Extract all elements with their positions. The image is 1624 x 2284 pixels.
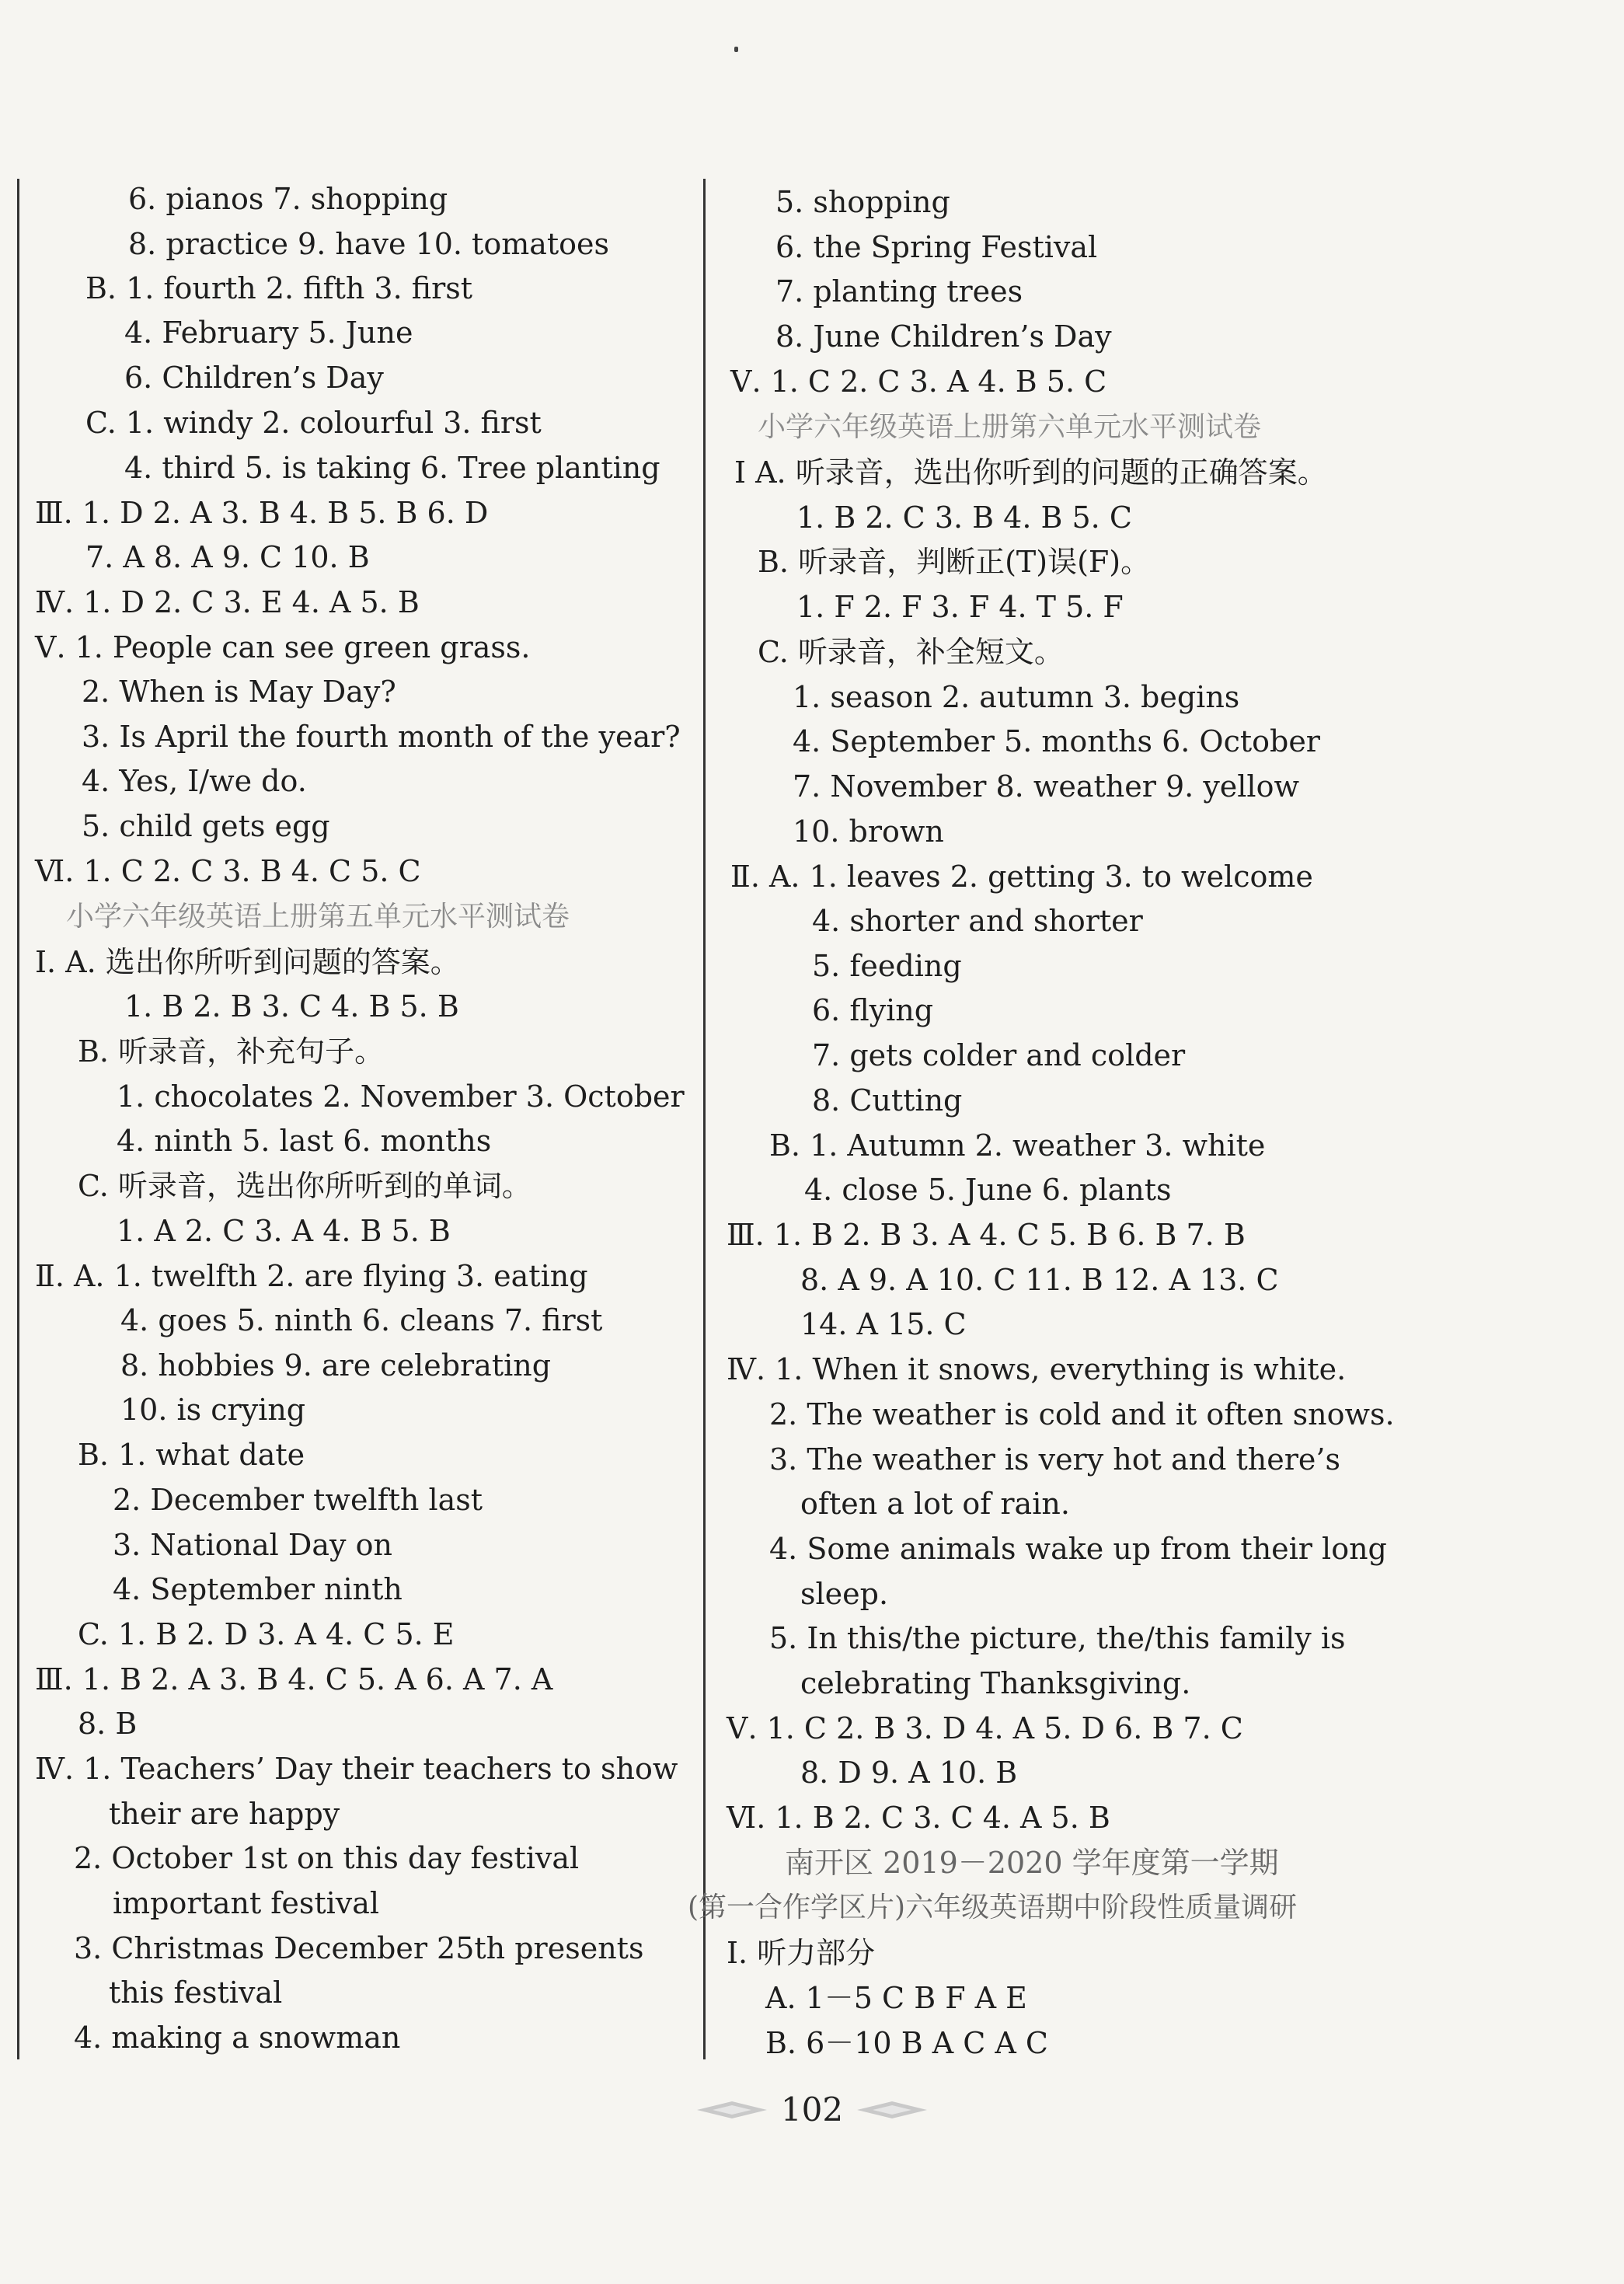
answer-line: B. 听录音，补充句子。 [78, 1034, 385, 1069]
answer-line: 4. goes 5. ninth 6. cleans 7. first [120, 1303, 603, 1337]
column-divider [703, 179, 706, 2059]
answer-line: Ⅵ. 1. C 2. C 3. B 4. C 5. C [35, 854, 421, 888]
answer-line: Ⅰ A. 听录音，选出你听到的问题的正确答案。 [734, 455, 1327, 490]
answer-line: B. 听录音，判断正(T)误(F)。 [758, 545, 1151, 579]
answer-line: 1. F 2. F 3. F 4. T 5. F [796, 590, 1124, 624]
answer-line: 4. February 5. June [124, 316, 413, 350]
answer-line: B. 1. Autumn 2. weather 3. white [769, 1128, 1266, 1163]
answer-line: 2. December twelfth last [113, 1483, 483, 1517]
answer-line: 3. National Day on [113, 1528, 392, 1562]
answer-line: 2. October 1st on this day festival [74, 1841, 580, 1875]
answer-line: 1. B 2. C 3. B 4. B 5. C [796, 500, 1132, 535]
answer-line: 5. child gets egg [82, 809, 330, 843]
answer-line: 7. A 8. A 9. C 10. B [85, 540, 370, 574]
answer-line: Ⅳ. 1. Teachers’ Day their teachers to show [35, 1752, 678, 1786]
ink-speck [734, 47, 738, 52]
answer-line: Ⅳ. 1. D 2. C 3. E 4. A 5. B [35, 585, 420, 619]
answer-line: 6. pianos 7. shopping [128, 182, 448, 216]
answer-line: sleep. [800, 1577, 889, 1611]
answer-line: 4. third 5. is taking 6. Tree planting [124, 451, 660, 485]
exam-subtitle: (第一合作学区片)六年级英语期中阶段性质量调研 [688, 1892, 1298, 1923]
answer-line: Ⅱ. A. 1. twelfth 2. are flying 3. eating [35, 1259, 588, 1293]
answer-line: 5. feeding [812, 949, 962, 983]
answer-line: 8. June Children’s Day [775, 319, 1112, 354]
answer-line: 4. September 5. months 6. October [793, 724, 1320, 758]
answer-line: 3. Christmas December 25th presents [74, 1931, 644, 1965]
answer-line: their are happy [109, 1797, 340, 1831]
answer-line: B. 1. fourth 2. fifth 3. first [85, 271, 473, 305]
answer-line: 10. brown [793, 814, 944, 849]
answer-line: 1. A 2. C 3. A 4. B 5. B [117, 1214, 451, 1248]
answer-line: B. 6－10 B A C A C [765, 2026, 1048, 2060]
answer-line: Ⅵ. 1. B 2. C 3. C 4. A 5. B [727, 1801, 1110, 1835]
answer-line: 10. is crying [120, 1393, 306, 1427]
answer-line: Ⅰ. A. 选出你所听到问题的答案。 [35, 945, 460, 979]
answer-line: 6. Children’s Day [124, 361, 384, 395]
answer-line: 2. When is May Day? [82, 675, 396, 709]
answer-line: 7. gets colder and colder [812, 1038, 1186, 1072]
answer-line: 3. Is April the fourth month of the year? [82, 720, 681, 754]
answer-line: 7. planting trees [775, 274, 1023, 309]
answer-line: 4. shorter and shorter [812, 904, 1143, 938]
answer-line: 8. practice 9. have 10. tomatoes [128, 227, 610, 261]
left-margin-rule [17, 179, 19, 2059]
answer-line: 7. November 8. weather 9. yellow [793, 769, 1299, 804]
answer-line: this festival [109, 1975, 283, 2010]
answer-line: 4. close 5. June 6. plants [804, 1173, 1172, 1207]
answer-line: Ⅲ. 1. B 2. B 3. A 4. C 5. B 6. B 7. B [727, 1218, 1246, 1252]
page-footer [0, 2090, 1624, 2129]
answer-line: Ⅳ. 1. When it snows, everything is white. [727, 1352, 1347, 1386]
answer-line: B. 1. what date [78, 1438, 305, 1472]
answer-line: Ⅴ. 1. C 2. C 3. A 4. B 5. C [730, 364, 1107, 399]
answer-line: 2. The weather is cold and it often snows. [769, 1397, 1395, 1431]
answer-line: Ⅲ. 1. B 2. A 3. B 4. C 5. A 6. A 7. A [35, 1662, 553, 1696]
answer-line: C. 听录音，补全短文。 [758, 635, 1064, 669]
answer-line: 8. hobbies 9. are celebrating [120, 1348, 552, 1383]
answer-line: 1. season 2. autumn 3. begins [793, 680, 1240, 714]
answer-line: C. 听录音，选出你所听到的单词。 [78, 1169, 531, 1203]
answer-line: 4. Yes, I/we do. [82, 764, 307, 798]
left-ornament-icon [697, 2100, 767, 2120]
answer-line: 8. D 9. A 10. B [800, 1756, 1018, 1790]
answer-line: 6. the Spring Festival [775, 230, 1098, 264]
answer-line: 5. shopping [775, 185, 950, 219]
page-number: 102 [780, 2090, 844, 2129]
answer-line: Ⅴ. 1. C 2. B 3. D 4. A 5. D 6. B 7. C [727, 1711, 1243, 1745]
answer-line: 8. Cutting [812, 1083, 963, 1118]
answer-line: C. 1. B 2. D 3. A 4. C 5. E [78, 1617, 455, 1651]
answer-line: celebrating Thanksgiving. [800, 1666, 1191, 1700]
answer-line: 4. ninth 5. last 6. months [117, 1124, 492, 1158]
answer-line: 3. The weather is very hot and there’s [769, 1442, 1340, 1477]
answer-line: C. 1. windy 2. colourful 3. first [85, 406, 542, 440]
answer-line: A. 1－5 C B F A E [765, 1981, 1027, 2015]
section-heading: 小学六年级英语上册第五单元水平测试卷 [66, 901, 570, 933]
answer-line: Ⅲ. 1. D 2. A 3. B 4. B 5. B 6. D [35, 496, 489, 530]
answer-line: Ⅴ. 1. People can see green grass. [35, 630, 531, 664]
answer-line: 1. chocolates 2. November 3. October [117, 1079, 685, 1114]
answer-line: 14. A 15. C [800, 1307, 967, 1341]
answer-line: Ⅰ. 听力部分 [727, 1936, 876, 1970]
answer-line: 8. A 9. A 10. C 11. B 12. A 13. C [800, 1263, 1279, 1297]
answer-line: 4. September ninth [113, 1572, 403, 1606]
section-heading: 小学六年级英语上册第六单元水平测试卷 [758, 411, 1262, 443]
answer-line: 4. Some animals wake up from their long [769, 1532, 1387, 1566]
answer-line: 4. making a snowman [74, 2021, 401, 2055]
answer-line: 6. flying [812, 993, 934, 1027]
exam-title: 南开区 2019－2020 学年度第一学期 [785, 1846, 1279, 1880]
right-ornament-icon [857, 2100, 927, 2120]
answer-line: 8. B [78, 1707, 138, 1741]
answer-line: Ⅱ. A. 1. leaves 2. getting 3. to welcome [730, 860, 1313, 894]
answer-line: 5. In this/the picture, the/this family is [769, 1621, 1346, 1655]
answer-line: often a lot of rain. [800, 1487, 1070, 1521]
answer-line: 1. B 2. B 3. C 4. B 5. B [124, 989, 459, 1023]
answer-line: important festival [113, 1886, 380, 1920]
